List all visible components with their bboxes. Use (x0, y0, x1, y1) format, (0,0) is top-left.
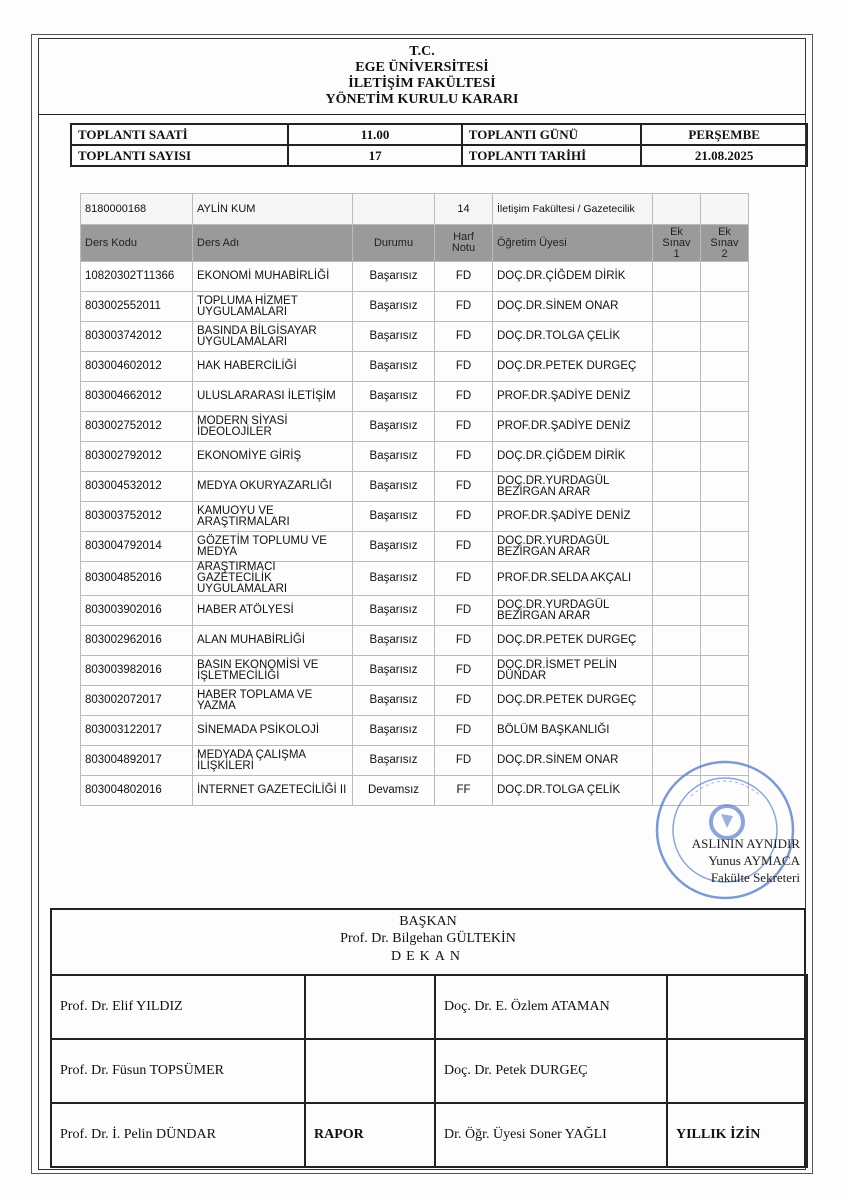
course-status: Başarısız (353, 716, 435, 746)
course-instructor: DOÇ.DR.YURDAGÜL BEZİRGAN ARAR (493, 532, 653, 562)
course-instructor: DOÇ.DR.ÇİĞDEM DİRİK (493, 262, 653, 292)
course-extra-exam-1 (653, 596, 701, 626)
course-extra-exam-2 (701, 626, 749, 656)
course-code: 803003742012 (81, 322, 193, 352)
course-name: HAK HABERCİLİĞİ (193, 352, 353, 382)
course-code: 803002552011 (81, 292, 193, 322)
course-extra-exam-2 (701, 472, 749, 502)
member-name-right: Doç. Dr. Petek DURGEÇ (435, 1039, 667, 1103)
course-status: Başarısız (353, 322, 435, 352)
course-grade: FD (435, 382, 493, 412)
course-status: Başarısız (353, 382, 435, 412)
course-row (81, 562, 749, 596)
meeting-time-value: 11.00 (288, 124, 461, 145)
course-row (81, 502, 749, 532)
header-university: EGE ÜNİVERSİTESİ (355, 60, 489, 75)
title-divider (38, 114, 806, 115)
course-name: BASIN EKONOMİSİ VE İŞLETMECİLİĞİ (193, 656, 353, 686)
course-code: 803003752012 (81, 502, 193, 532)
meeting-info-table (70, 123, 808, 167)
course-extra-exam-2 (701, 382, 749, 412)
course-instructor: BÖLÜM BAŞKANLIĞI (493, 716, 653, 746)
header-ek1-line1: Ek (670, 225, 683, 238)
course-status: Başarısız (353, 292, 435, 322)
course-row (81, 442, 749, 472)
header-decision-title: YÖNETİM KURULU KARARI (325, 92, 519, 107)
course-name: BASINDA BİLGİSAYAR UYGULAMALARI (193, 322, 353, 352)
meeting-date-value: 21.08.2025 (641, 145, 807, 166)
course-row (81, 776, 749, 806)
member-name-left: Prof. Dr. İ. Pelin DÜNDAR (51, 1103, 305, 1167)
member-name-right: Doç. Dr. E. Özlem ATAMAN (435, 975, 667, 1039)
course-name: EKONOMİYE GİRİŞ (193, 442, 353, 472)
course-extra-exam-1 (653, 502, 701, 532)
course-extra-exam-1 (653, 412, 701, 442)
member-name-right: Dr. Öğr. Üyesi Soner YAĞLI (435, 1103, 667, 1167)
course-name: TOPLUMA HİZMET UYGULAMALARI (193, 292, 353, 322)
member-note-right (667, 1039, 807, 1103)
course-row (81, 596, 749, 626)
course-name: MODERN SİYASİ İDEOLOJİLER (193, 412, 353, 442)
course-name: ULUSLARARASI İLETİŞİM (193, 382, 353, 412)
stamp-signatory-title: Fakülte Sekreteri (710, 870, 800, 885)
course-instructor: DOÇ.DR.YURDAGÜL BEZİRGAN ARAR (493, 472, 653, 502)
course-instructor: DOÇ.DR.ÇİĞDEM DİRİK (493, 442, 653, 472)
course-status: Başarısız (353, 686, 435, 716)
student-name: AYLİN KUM (193, 194, 353, 225)
header-letter-grade-line1: Harf (453, 231, 474, 243)
member-note-left: RAPOR (305, 1103, 435, 1167)
course-extra-exam-2 (701, 686, 749, 716)
meeting-row-1 (71, 124, 807, 145)
member-note-left (305, 1039, 435, 1103)
course-code: 803002072017 (81, 686, 193, 716)
course-status: Başarısız (353, 562, 435, 596)
course-instructor: PROF.DR.SELDA AKÇALI (493, 562, 653, 596)
member-note-right (667, 975, 807, 1039)
course-code: 803004892017 (81, 746, 193, 776)
student-empty-cell (653, 194, 701, 225)
course-instructor: DOÇ.DR.SİNEM ONAR (493, 746, 653, 776)
course-status: Başarısız (353, 502, 435, 532)
header-course-code: Ders Kodu (81, 225, 193, 262)
dean-label: DEKAN (391, 949, 465, 964)
header-letter-grade (435, 225, 493, 262)
course-instructor: PROF.DR.ŞADİYE DENİZ (493, 502, 653, 532)
course-row (81, 626, 749, 656)
course-extra-exam-2 (701, 562, 749, 596)
meeting-time-label: TOPLANTI SAATİ (71, 124, 288, 145)
header-ek2-line2: Sınav (710, 236, 739, 249)
course-grade: FD (435, 562, 493, 596)
course-grade: FD (435, 472, 493, 502)
header-letter-grade-line2: Notu (451, 242, 476, 254)
course-extra-exam-1 (653, 562, 701, 596)
course-extra-exam-1 (653, 686, 701, 716)
course-row (81, 656, 749, 686)
course-extra-exam-2 (701, 262, 749, 292)
header-status: Durumu (353, 225, 435, 262)
course-status: Başarısız (353, 596, 435, 626)
course-row (81, 412, 749, 442)
signature-row (51, 975, 807, 1039)
course-name: MEDYA OKURYAZARLIĞI (193, 472, 353, 502)
course-grade: FD (435, 656, 493, 686)
header-ek1-line2: Sınav (662, 236, 691, 249)
course-status: Başarısız (353, 442, 435, 472)
course-grade: FD (435, 442, 493, 472)
course-row (81, 472, 749, 502)
course-table-header (81, 225, 749, 262)
course-code: 803003982016 (81, 656, 193, 686)
course-code: 803004802016 (81, 776, 193, 806)
course-code: 803003902016 (81, 596, 193, 626)
course-name: GÖZETİM TOPLUMU VE MEDYA (193, 532, 353, 562)
course-instructor: DOÇ.DR.SİNEM ONAR (493, 292, 653, 322)
header-tc: T.C. (409, 44, 435, 59)
course-row (81, 532, 749, 562)
meeting-number-label: TOPLANTI SAYISI (71, 145, 288, 166)
course-extra-exam-2 (701, 322, 749, 352)
header-instructor: Öğretim Üyesi (493, 225, 653, 262)
course-extra-exam-1 (653, 442, 701, 472)
member-name-left: Prof. Dr. Elif YILDIZ (51, 975, 305, 1039)
course-grade: FD (435, 262, 493, 292)
course-extra-exam-2 (701, 502, 749, 532)
course-status: Başarısız (353, 472, 435, 502)
course-extra-exam-2 (701, 442, 749, 472)
course-row (81, 322, 749, 352)
course-extra-exam-1 (653, 532, 701, 562)
course-instructor: DOÇ.DR.PETEK DURGEÇ (493, 686, 653, 716)
student-faculty: İletişim Fakültesi / Gazetecilik (493, 194, 653, 225)
chair-name: Prof. Dr. Bilgehan GÜLTEKİN (340, 931, 516, 946)
course-extra-exam-1 (653, 292, 701, 322)
course-name: ALAN MUHABİRLİĞİ (193, 626, 353, 656)
course-row (81, 352, 749, 382)
course-code: 803004532012 (81, 472, 193, 502)
course-extra-exam-1 (653, 262, 701, 292)
course-extra-exam-1 (653, 472, 701, 502)
course-status: Başarısız (353, 626, 435, 656)
course-name: HABER ATÖLYESİ (193, 596, 353, 626)
course-extra-exam-1 (653, 656, 701, 686)
course-extra-exam-2 (701, 656, 749, 686)
course-extra-exam-2 (701, 412, 749, 442)
course-name: HABER TOPLAMA VE YAZMA (193, 686, 353, 716)
course-status: Başarısız (353, 412, 435, 442)
course-code: 803003122017 (81, 716, 193, 746)
course-grade: FD (435, 352, 493, 382)
course-instructor: DOÇ.DR.PETEK DURGEÇ (493, 352, 653, 382)
course-grade: FD (435, 716, 493, 746)
stamp-signatory-name: Yunus AYMACA (708, 853, 800, 868)
member-name-left: Prof. Dr. Füsun TOPSÜMER (51, 1039, 305, 1103)
header-ek2-line1: Ek (718, 225, 731, 238)
student-empty-cell (353, 194, 435, 225)
course-table (80, 193, 749, 806)
course-instructor: PROF.DR.ŞADİYE DENİZ (493, 412, 653, 442)
course-grade: FD (435, 686, 493, 716)
course-extra-exam-2 (701, 292, 749, 322)
meeting-row-2 (71, 145, 807, 166)
meeting-day-value: PERŞEMBE (641, 124, 807, 145)
course-code: 803002792012 (81, 442, 193, 472)
course-instructor: DOÇ.DR.TOLGA ÇELİK (493, 776, 653, 806)
course-extra-exam-2 (701, 596, 749, 626)
course-grade: FF (435, 776, 493, 806)
course-name: KAMUOYU VE ARAŞTIRMALARI (193, 502, 353, 532)
course-row (81, 746, 749, 776)
course-grade: FD (435, 322, 493, 352)
meeting-day-label: TOPLANTI GÜNÜ (462, 124, 642, 145)
header-faculty: İLETİŞİM FAKÜLTESİ (348, 76, 496, 91)
course-status: Devamsız (353, 776, 435, 806)
course-code: 803004792014 (81, 532, 193, 562)
member-note-left (305, 975, 435, 1039)
course-row (81, 716, 749, 746)
course-status: Başarısız (353, 656, 435, 686)
course-grade: FD (435, 412, 493, 442)
course-extra-exam-1 (653, 716, 701, 746)
course-row (81, 686, 749, 716)
signature-table (50, 974, 808, 1168)
course-name: ARAŞTIRMACI GAZETECİLİK UYGULAMALARI (193, 562, 353, 596)
course-grade: FD (435, 626, 493, 656)
header-ek2-line3: 2 (721, 247, 728, 260)
signature-row (51, 1039, 807, 1103)
course-grade: FD (435, 532, 493, 562)
course-instructor: PROF.DR.ŞADİYE DENİZ (493, 382, 653, 412)
course-extra-exam-1 (653, 382, 701, 412)
member-note-right: YILLIK İZİN (667, 1103, 807, 1167)
course-name: İNTERNET GAZETECİLİĞİ II (193, 776, 353, 806)
course-instructor: DOÇ.DR.PETEK DURGEÇ (493, 626, 653, 656)
chair-title: BAŞKAN (399, 914, 457, 929)
course-extra-exam-1 (653, 322, 701, 352)
student-number: 8180000168 (81, 194, 193, 225)
course-row (81, 292, 749, 322)
student-empty-cell (701, 194, 749, 225)
course-grade: FD (435, 502, 493, 532)
course-code: 803002962016 (81, 626, 193, 656)
course-extra-exam-2 (701, 716, 749, 746)
course-extra-exam-2 (701, 532, 749, 562)
header-ek1-line3: 1 (673, 247, 680, 260)
course-code: 803004602012 (81, 352, 193, 382)
signature-row (51, 1103, 807, 1167)
course-instructor: DOÇ.DR.YURDAGÜL BEZİRGAN ARAR (493, 596, 653, 626)
course-status: Başarısız (353, 746, 435, 776)
course-grade: FD (435, 292, 493, 322)
meeting-number-value: 17 (288, 145, 461, 166)
course-code: 10820302T11366 (81, 262, 193, 292)
course-name: SİNEMADA PSİKOLOJİ (193, 716, 353, 746)
student-course-count: 14 (435, 194, 493, 225)
course-code: 803002752012 (81, 412, 193, 442)
course-instructor: DOÇ.DR.TOLGA ÇELİK (493, 322, 653, 352)
header-extra-exam-1 (653, 225, 701, 262)
course-code: 803004852016 (81, 562, 193, 596)
course-code: 803004662012 (81, 382, 193, 412)
header-course-name: Ders Adı (193, 225, 353, 262)
course-grade: FD (435, 596, 493, 626)
meeting-date-label: TOPLANTI TARİHİ (462, 145, 642, 166)
student-row (81, 194, 749, 225)
course-status: Başarısız (353, 532, 435, 562)
course-status: Başarısız (353, 262, 435, 292)
course-extra-exam-2 (701, 352, 749, 382)
header-extra-exam-2 (701, 225, 749, 262)
course-extra-exam-1 (653, 626, 701, 656)
course-grade: FD (435, 746, 493, 776)
stamp-certified-copy: ASLININ AYNIDIR (691, 836, 800, 851)
course-name: EKONOMİ MUHABİRLİĞİ (193, 262, 353, 292)
course-extra-exam-1 (653, 352, 701, 382)
course-row (81, 262, 749, 292)
course-row (81, 382, 749, 412)
course-instructor: DOÇ.DR.İSMET PELİN DÜNDAR (493, 656, 653, 686)
course-status: Başarısız (353, 352, 435, 382)
course-name: MEDYADA ÇALIŞMA İLİŞKİLERİ (193, 746, 353, 776)
